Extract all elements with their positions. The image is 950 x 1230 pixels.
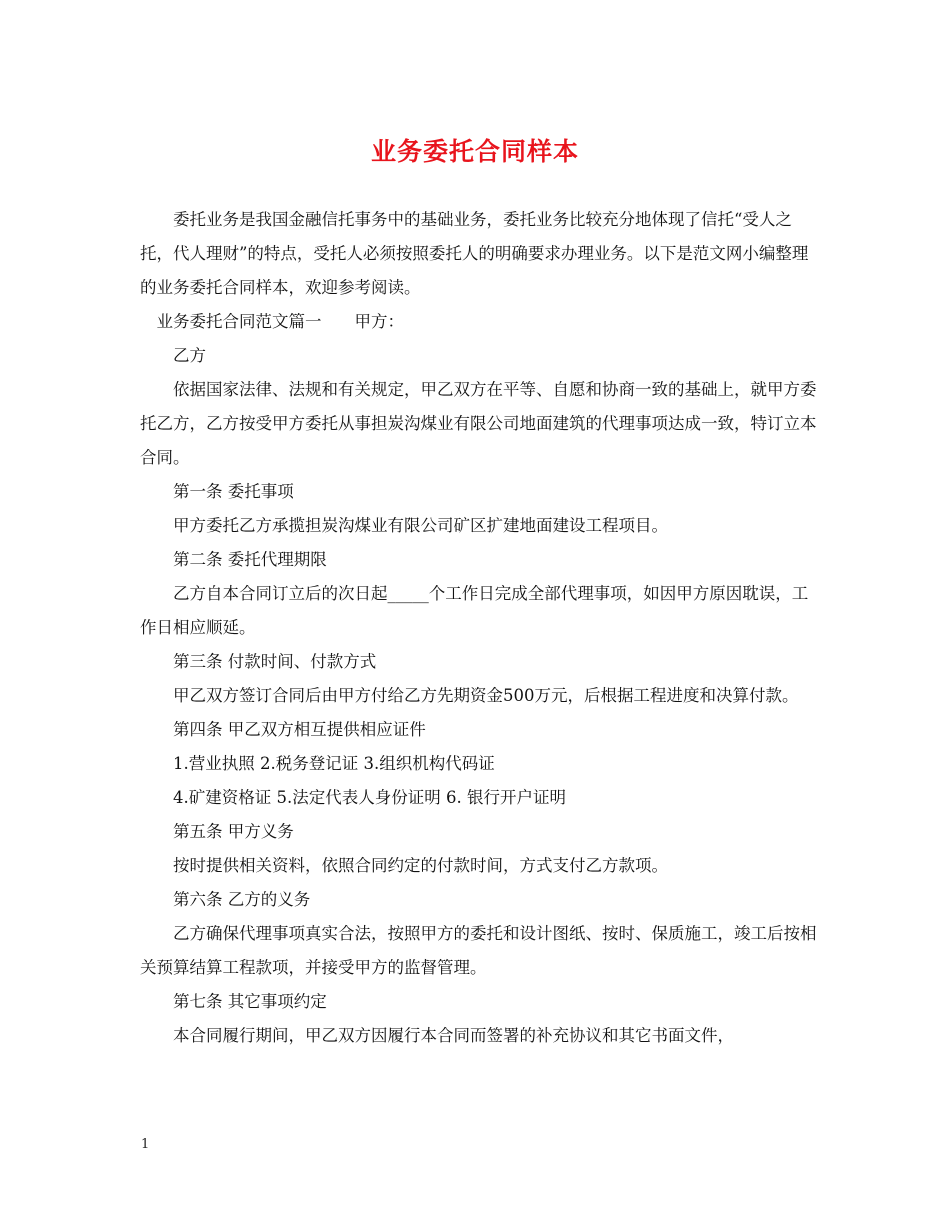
party-b-label: 乙方 — [173, 346, 206, 365]
article-7-body: 本合同履行期间，甲乙双方因履行本合同而签署的补充协议和其它书面文件， — [173, 1026, 734, 1045]
article-4-heading: 第四条 甲乙双方相互提供相应证件 — [173, 720, 426, 739]
page-number: 1 — [141, 1137, 150, 1152]
article-1-body: 甲方委托乙方承揽担炭沟煤业有限公司矿区扩建地面建设工程项目。 — [173, 516, 668, 535]
article-6-body: 乙方确保代理事项真实合法，按照甲方的委托和设计图纸、按时、保质施工，竣工后按相关预算结算工程款项，并接受甲方的监督管理。 — [140, 924, 817, 977]
article-6-heading: 第六条 乙方的义务 — [173, 890, 311, 909]
article-1-heading: 第一条 委托事项 — [173, 482, 294, 501]
document-title: 业务委托合同样本 — [370, 137, 579, 166]
article-2-body: 乙方自本合同订立后的次日起_____个工作日完成全部代理事项，如因甲方原因耽误，工作日相应顺延。 — [140, 584, 809, 637]
intro-paragraph: 委托业务是我国金融信托事务中的基础业务，委托业务比较充分地体现了信托“受人之托，代人理财”的特点，受托人必须按照委托人的明确要求办理业务。以下是范文网小编整理的业务委托合同样本，欢迎参考阅读。 — [140, 210, 809, 297]
article-4-list-line-2: 4.矿建资格证 5.法定代表人身份证明 6. 银行开户证明 — [173, 788, 566, 807]
document-body — [140, 203, 820, 1053]
preamble-paragraph: 依据国家法律、法规和有关规定，甲乙双方在平等、自愿和协商一致的基础上，就甲方委托乙方，乙方按受甲方委托从事担炭沟煤业有限公司地面建筑的代理事项达成一致，特订立本合同。 — [140, 380, 817, 467]
article-3-heading: 第三条 付款时间、付款方式 — [173, 652, 377, 671]
article-5-body: 按时提供相关资料，依照合同约定的付款时间，方式支付乙方款项。 — [173, 856, 668, 875]
contract-heading-party-a: 业务委托合同范文篇一 甲方： — [156, 312, 404, 331]
article-5-heading: 第五条 甲方义务 — [173, 822, 294, 841]
article-3-body: 甲乙双方签订合同后由甲方付给乙方先期资金500万元，后根据工程进度和决算付款。 — [173, 686, 799, 705]
article-7-heading: 第七条 其它事项约定 — [173, 992, 327, 1011]
article-4-list-line-1: 1.营业执照 2.税务登记证 3.组织机构代码证 — [173, 754, 495, 773]
article-2-heading: 第二条 委托代理期限 — [173, 550, 327, 569]
